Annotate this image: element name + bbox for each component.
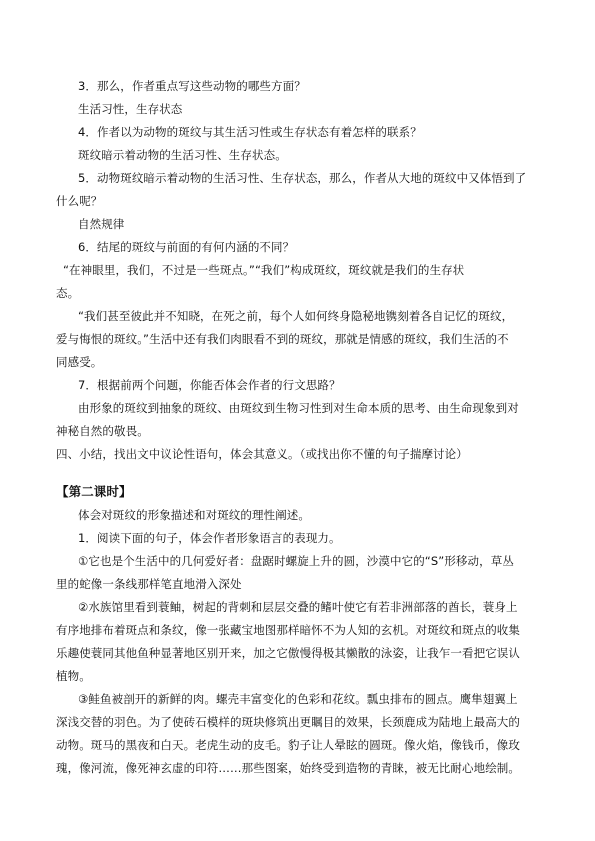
lesson-two-heading: 【第二课时】 [56,484,132,499]
exercise-1: 1．阅读下面的句子，体会作者形象语言的表现力。 [78,531,341,545]
sentence-3-line1: ③鲑鱼被剖开的新鲜的肉。螺壳丰富变化的色彩和花纹。瓢虫排布的圆点。鹰隼翅翼上 [78,692,518,706]
answer-3: 生活习性，生存状态 [78,102,183,116]
sentence-1-line1: ①它也是个生活中的几何爱好者：盘踞时螺旋上升的圆，沙漠中它的“S”形移动，草丛 [78,554,514,568]
question-3: 3．那么，作者重点写这些动物的哪些方面？ [78,79,306,93]
answer-6-para2-line3: 同感受。 [56,355,103,369]
answer-4: 斑纹暗示着动物的生活习性、生存状态。 [78,148,287,162]
question-4: 4．作者以为动物的斑纹与其生活习性或生存状态有着怎样的联系？ [78,125,422,139]
sentence-2-line3: 乐趣使蓑同其他鱼种显著地区别开来，加之它傲慢得极其懒散的泳姿，让我乍一看把它误认 [56,646,520,660]
question-5-line1: 5．动物斑纹暗示着动物的生活习性、生存状态，那么，作者从大地的斑纹中又体悟到了 [78,171,527,185]
answer-7-line2: 神秘自然的敬畏。 [56,424,149,438]
answer-6-para1-line1: “在神眼里，我们，不过是一些斑点。”“我们”构成斑纹，斑纹就是我们的生存状 [63,263,465,277]
sentence-2-line4: 植物。 [56,669,91,683]
answer-6-para2-line2: 爱与悔恨的斑纹。”生活中还有我们肉眼看不到的斑纹，那就是情感的斑纹，我们生活的不 [56,332,509,346]
answer-5: 自然规律 [78,217,125,231]
sentence-2-line2: 有序地排布着斑点和条纹，像一张藏宝地图那样暗怀不为人知的玄机。对斑纹和斑点的收集 [56,623,520,637]
question-5-line2: 什么呢？ [56,194,103,208]
answer-7-line1: 由形象的斑纹到抽象的斑纹、由斑纹到生物习性到对生命本质的思考、由生命现象到对 [78,401,519,415]
sentence-2-line1: ②水族馆里看到蓑鲉，树起的背刺和层层交叠的鳍叶使它有若非洲部落的酋长，蓑身上 [78,600,518,614]
answer-6-para1-line2: 态。 [56,286,80,300]
question-6: 6．结尾的斑纹与前面的有何内涵的不同？ [78,240,295,254]
sentence-1-line2: 里的蛇像一条线那样笔直地滑入深处 [56,577,242,591]
sentence-3-line2: 深浅交替的羽色。为了使砖石模样的斑块修筑出更瞩目的效果，长颈鹿成为陆地上最高大的 [56,715,520,729]
question-7: 7．根据前两个问题，你能否体会作者的行文思路？ [78,378,341,392]
section-summary: 四、小结，找出文中议论性语句，体会其意义。（或找出你不懂的句子揣摩讨论） [56,447,468,461]
lesson-two-intro: 体会对斑纹的形象描述和对斑纹的理性阐述。 [78,508,310,522]
answer-6-para2-line1: “我们甚至彼此并不知晓，在死之前，每个人如何终身隐秘地镌刻着各自记忆的斑纹， [78,309,514,323]
sentence-3-line4: 瑰，像河流，像死神玄虚的印符……那些图案，始终受到造物的青睐，被无比耐心地绘制。 [56,761,520,775]
sentence-3-line3: 动物。斑马的黑夜和白天。老虎生动的皮毛。豹子让人晕眩的圆斑。像火焰，像钱币，像玫 [56,738,520,752]
